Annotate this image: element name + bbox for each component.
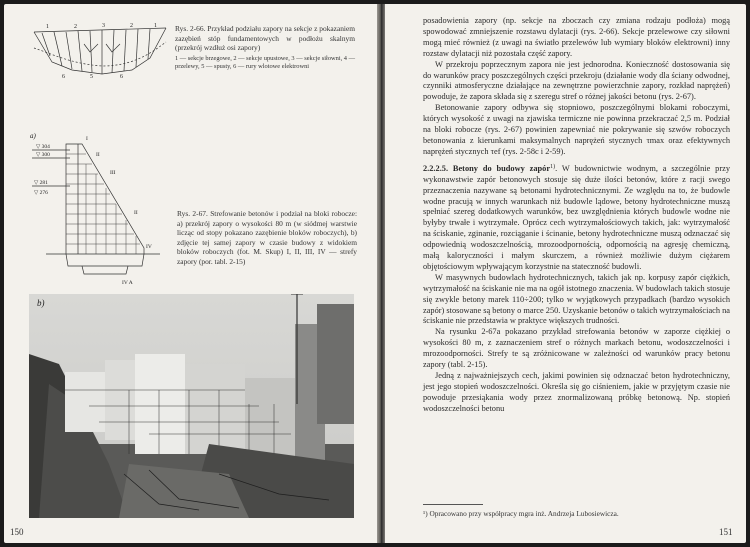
book-gutter: [377, 4, 385, 543]
fig267-elev-304: ▽ 304: [36, 144, 50, 150]
left-page: [4, 4, 377, 543]
figure-2-67b-photo: [29, 294, 354, 518]
fig267-panel-b: b): [37, 298, 45, 308]
fig267-elev-281: ▽ 281: [34, 180, 48, 186]
right-page-body: [423, 16, 730, 415]
section-text: . W budownictwie wodnym, a szczególnie przy wykonawstwie zapór betonowych stosuje się duże ilości betonów, które z racji swego przeznaczenia nazywane są betonami hydrotechnicznymi. Ze względu na to, że budowle wodne pracują w innych warunkach niż budowle lądowe, betony hydrotechniczne muszą spełniać szereg dodatkowych warunków, bez uwzględnienia których budowle wodne nie byłyby trwałe i wytrzymałe. Oprócz cech wytrzymałościowych takich, jak: wytrzymałość na ściskanie, zginanie, rozciąganie i ścinanie, betony hydrotechniczne muszą odznaczać się odpowiednią wodoszczelnością, mrozoodpornością, odpornością na agresję chemiczną, małą kaloryczności i małym skurczem, a również możliwie dużym ciężarem objętościowym wpływającym korzystnie na stateczność budowli.: [423, 163, 730, 271]
fig266-label-4: 2: [130, 23, 133, 29]
fig266-label-5: 1: [154, 23, 157, 29]
paragraph-7: Jedną z najważniejszych cech, jakimi powinien się odznaczać beton hydrotechniczny, jest jego stopień wodoszczelności. Określa się go ciśnieniem, jakie w przyjętym czasie nie powoduje przesiąkania wody przez znormalizowaną próbkę betonową. Np. stopień wodoszczelności betonu: [423, 371, 730, 413]
fig266-label-8: 6: [120, 74, 123, 80]
paragraph-5: W masywnych budowlach hydrotechnicznych, takich jak np. korpusy zapór ciężkich, wytrzymałość na ściskanie nie ma na ogół istotnego znaczenia. W budowlach takich stosuje się zwykle betony marek 110÷200; tylko w wyjątkowych przypadkach (bardzo wysokich zapór) stosowane są betony o marce 250. Uzyskanie betonów o takich wytrzymałościach na ściskanie nie przedstawia w praktyce większych trudności.: [423, 272, 730, 326]
fig267-elev-300: ▽ 300: [36, 152, 50, 158]
fig266-label-3: 3: [102, 23, 105, 29]
section-footnote-mark: 1): [550, 163, 556, 170]
fig266-label-2: 2: [74, 24, 77, 30]
fig267-zone-II-b: II: [134, 210, 138, 216]
fig266-label-1: 1: [46, 24, 49, 30]
fig267-elev-276: ▽ 276: [34, 190, 48, 196]
footnote: ¹) Opracowano przy współpracy mgra inż. Andrzeja Lubosiewicza.: [423, 509, 619, 518]
figure-2-67a-drawing: [26, 128, 166, 288]
right-page: [385, 4, 746, 543]
fig266-label-6: 6: [62, 74, 65, 80]
left-page-number: 150: [10, 527, 24, 537]
fig266-label-7: 5: [90, 74, 93, 80]
section-paragraph: [423, 162, 730, 273]
paragraph-6: Na rysunku 2-67a pokazano przykład strefowania betonów w zaporze ciężkiej o wysokości 80 m, z zaznaczeniem stref o różnych markach betonu, wodoszczelności i mrozoodporności. Strefy te są zróżnicowane w zależności od warunków pracy betonu zapory (tabl. 2-15).: [423, 327, 730, 370]
fig267-panel-a: a): [30, 132, 36, 140]
paragraph-1: posadowienia zapory (np. sekcje na zboczach czy zmiana rodzaju podłoża) mogą spowodować zmniejszenie rozstawu dylatacji (rys. 2-66). Sekcje przelewowe czy siłowni mogą mieć również (z uwagi na światło przelewów lub wymiary bloków elektrowni) inny rozstaw dylatacji niż pozostała część zapory.: [423, 16, 730, 58]
figure-2-66-caption: [175, 24, 355, 71]
figure-2-67-caption: [177, 209, 357, 267]
fig267-zone-IV: IV: [146, 244, 152, 250]
figure-2-66-drawing: [32, 22, 170, 80]
fig267-zone-III: III: [110, 170, 116, 176]
paragraph-2: W przekroju poprzecznym zapora nie jest jednorodna. Konieczność dostosowania się do warunków pracy poszczególnych części przekroju (działanie wody dla ściany odwodnej, czynniki atmosferyczne działające na zewnętrzne powierzchnie zapory, rozkład naprężeń) powoduje, że zapora składa się z szeregu stref o różnej jakości betonu (rys. 2-67).: [423, 59, 730, 102]
figure-2-66-title: Rys. 2-66. Przykład podziału zapory na sekcje z pokazaniem zazębień stóp fundamentowych w podłożu skalnym (przekrój wzdłuż osi zapory): [175, 24, 355, 53]
fig267-zone-I: I: [86, 136, 88, 142]
fig267-zone-IVA: IV A: [122, 280, 133, 286]
footnote-divider: [423, 504, 483, 505]
section-heading: 2.2.2.5. Betony do budowy zapór: [423, 163, 551, 173]
fig267-zone-II: II: [96, 152, 100, 158]
figure-2-66-legend: 1 — sekcje brzegowe, 2 — sekcje upustowe, 3 — sekcje siłowni, 4 — przelewy, 5 — spusty, 6 — rury wlotowe elektrowni: [175, 54, 355, 70]
dam-construction-photo: [29, 294, 354, 518]
figure-2-67-title: Rys. 2-67. Strefowanie betonów i podział na bloki robocze: a) przekrój zapory o wysokości 80 m (w siódmej warstwie licząc od stopy pokazano zazębienie bloków roboczych), b) zdjęcie tej samej zapory w czasie budowy z widokiem bloków roboczych (fot. M. Skup) I, II, III, IV — strefy zapory (por. tabl. 2-15): [177, 209, 357, 266]
paragraph-3: Betonowanie zapory odbywa się stopniowo, poszczególnymi blokami roboczymi, których wysokość z uwagi na zjawiska termiczne nie powinna przekraczać 2,5 m. Podział na bloki robocze (rys. 2-67) powinien zapewniać nie pokrywanie się szwów roboczych betonowania z kierunkami maksymalnych naprężeń stycznych τmax oraz efektywnych naprężeń stycznych τef (rys. 2-58c i 2-59).: [423, 103, 730, 156]
right-page-number: 151: [719, 527, 733, 537]
